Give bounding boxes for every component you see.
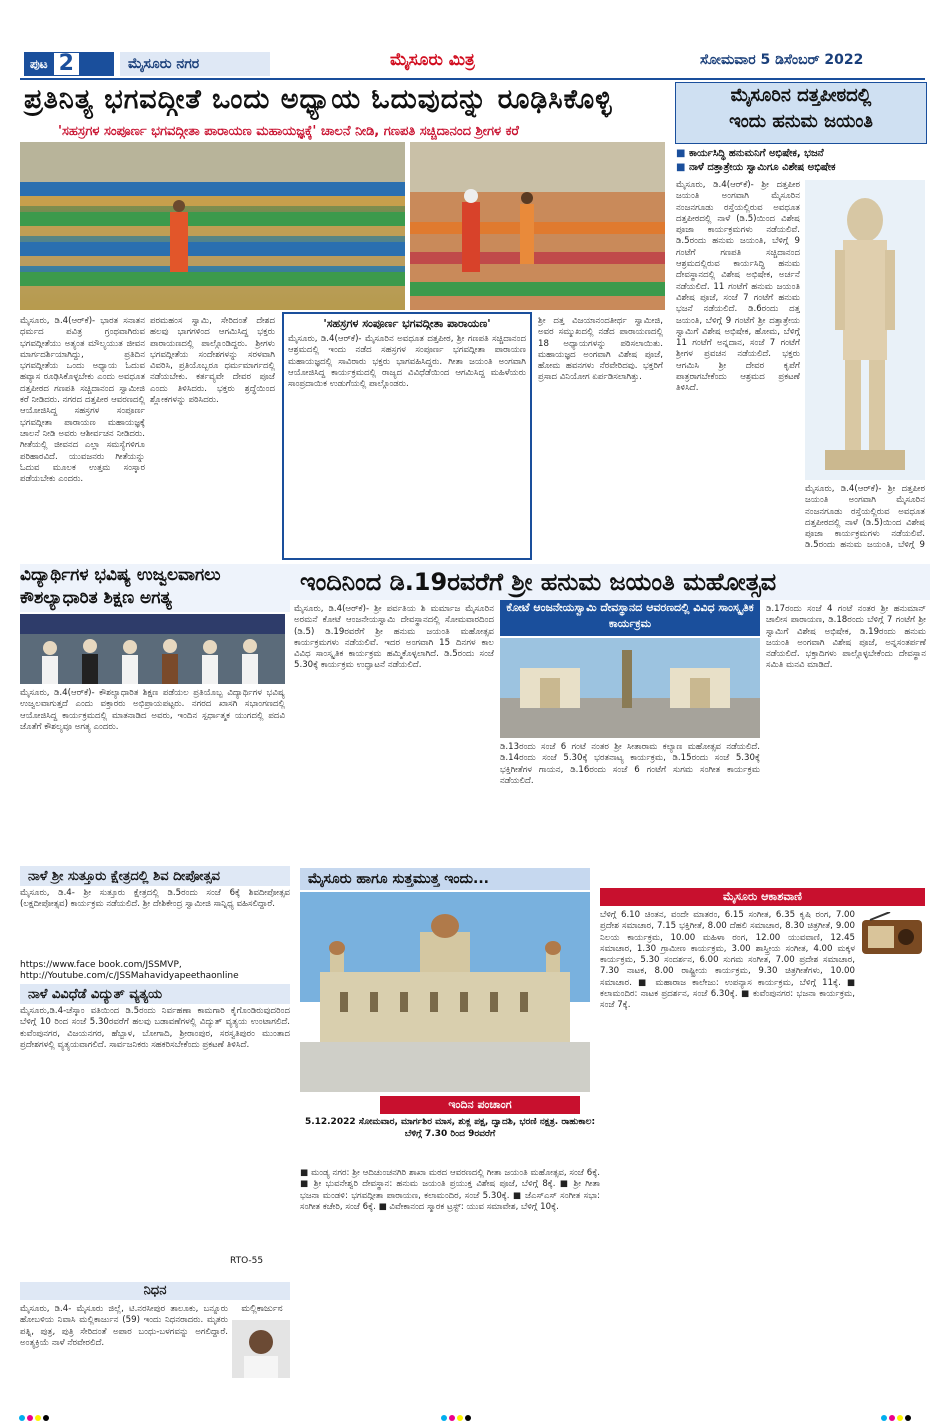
lead-inner-box-title: 'ಸಹಸ್ರಗಳ ಸಂಪೂರ್ಣ ಭಗವದ್ಗೀತಾ ಪಾರಾಯಣ' xyxy=(323,317,491,330)
obituary-section-title: ನಿಧನ xyxy=(20,1282,290,1300)
lead-body-col2: ಪರಮಹಂಸ ಸ್ವಾಮಿ, ಸೇರಿದಂತೆ ದೇಶದ ಹಲವು ಭಾಗಗಳಿಂದ ಆಗಮಿಸಿದ್ದ ಭಕ್ತರು ಪಾರಾಯಣದಲ್ಲಿ ಪಾಲ್ಗೊಂಡಿದ್ದರು. ಶ್ರೀಗಳು ಭಗವದ್ಗೀತೆಯ ಸಂದೇಶಗಳನ್ನು ಸರಳವಾಗಿ ವಿವರಿಸಿ, ಪ್ರತಿಯೊಬ್ಬರೂ ಧರ್ಮಮಾರ್ಗದಲ್ಲಿ ನಡೆಯಬೇಕು. ಕರ್ತವ್ಯವೇ ದೇವರ ಪೂಜೆ ಎಂದು ತಿಳಿಸಿದರು. ಭಕ್ತರು ಶ್ರದ್ಧೆಯಿಂದ ಶ್ಲೋಕಗಳನ್ನು ಪಠಿಸಿದರು. xyxy=(150,316,275,406)
radio-icon xyxy=(860,912,924,956)
power-rto: RTO-55 xyxy=(230,1256,264,1266)
obituary-name: ಮಲ್ಲಿಕಾರ್ಜುನ xyxy=(241,1304,283,1314)
lead-inner-box xyxy=(282,312,532,560)
page-label: ಪುಟ xyxy=(30,56,48,71)
akasha-body: ಬೆಳಿಗ್ಗೆ 6.10 ಚಿಂತನ, ವಂದೇ ಮಾತರಂ, 6.15 ಸಂಗೀತ, 6.35 ಕೃಷಿ ರಂಗ, 7.00 ಪ್ರದೇಶ ಸಮಾಚಾರ, 7.15 ಭಕ್ತಿಗೀತೆ, 8.00 ದೆಹಲಿ ಸಮಾಚಾರ, 8.30 ಚಿತ್ರಗೀತೆ, 9.00 ನಿಲಯ ಕಾರ್ಯಕ್ರಮ, 10.00 ಮಹಿಳಾ ರಂಗ, 12.00 ಯುವವಾಣಿ, 12.45 ಸಮಾಚಾರ, 1.30 ಗ್ರಾಮೀಣ ಕಾರ್ಯಕ್ರಮ, 3.00 ಶಾಸ್ತ್ರೀಯ ಸಂಗೀತ, 4.00 ಮಕ್ಕಳ ಕಾರ್ಯಕ್ರಮ, 5.30 ಸಂದರ್ಶನ, 6.00 ಸುಗಮ ಸಂಗೀತ, 7.00 ಪ್ರದೇಶ ಸಮಾಚಾರ, 7.30 ನಾಟಕ, 8.00 ರಾಷ್ಟ್ರೀಯ ಕಾರ್ಯಕ್ರಮ, 9.30 ಚಿತ್ರಗೀತೆಗಳು, 10.00 ಸಮಾಚಾರ. ■ ಮಹಾರಾಜ ಕಾಲೇಜು: ಉಪನ್ಯಾಸ ಕಾರ್ಯಕ್ರಮ, ಬೆಳಿಗ್ಗೆ 11ಕ್ಕೆ. ■ ಕಲಾಮಂದಿರ: ನಾಟಕ ಪ್ರದರ್ಶನ, ಸಂಜೆ 6.30ಕ್ಕೆ. ■ ಕುವೆಂಪುನಗರ: ಭಜನಾ ಕಾರ್ಯಕ್ರಮ, ಸಂಜೆ 7ಕ್ಕೆ. xyxy=(600,910,855,1011)
jayanti-body-left: ಮೈಸೂರು, ಡಿ.4(ಆರ್‌ಕೆ)- ಶ್ರೀ ಪರ್ವತಿಯ ಶಿ ಮರ್ಮಾಜ ಮೈಸೂರಿನ ಅರಮನೆ ಕೋಟೆ ಆಂಜನೇಯಸ್ವಾಮಿ ದೇವಸ್ಥಾನದಲ್ಲಿ ಸೋಮವಾರದಿಂದ (ಡಿ.5) ಡಿ.19ರವರೆಗೆ ಶ್ರೀ ಹನುಮ ಜಯಂತಿ ಮಹೋತ್ಸವ ಕಾರ್ಯಕ್ರಮಗಳು ನಡೆಯಲಿವೆ. ಇದರ ಅಂಗವಾಗಿ 15 ದಿನಗಳ ಕಾಲ ವಿವಿಧ ಸಾಂಸ್ಕೃತಿಕ ಕಾರ್ಯಕ್ರಮ ಹಮ್ಮಿಕೊಳ್ಳಲಾಗಿದೆ. ಡಿ.5ರಂದು ಸಂಜೆ 5.30ಕ್ಕೆ ಕಾರ್ಯಕ್ರಮ ಉದ್ಘಾಟನೆ ನಡೆಯಲಿದೆ. xyxy=(294,604,494,671)
education-photo xyxy=(20,614,285,684)
edition-date: ಸೋಮವಾರ 5 ಡಿಸೆಂಬರ್ 2022 xyxy=(700,52,864,68)
lead-body-col4: ಶ್ರೀ ದತ್ತ ವಿಜಯಾನಂದತೀರ್ಥ ಸ್ವಾಮೀಜಿ, ಅವರ ಸಮ್ಮುಖದಲ್ಲಿ ನಡೆದ ಪಾರಾಯಣದಲ್ಲಿ 18 ಅಧ್ಯಾಯಗಳನ್ನು ಪಠಿಸಲಾಯಿತು. ಮಹಾಯಜ್ಞದ ಅಂಗವಾಗಿ ವಿಶೇಷ ಪೂಜೆ, ಹೋಮ ಹವನಗಳು ನೆರವೇರಿದವು. ಭಕ್ತರಿಗೆ ಪ್ರಸಾದ ವಿನಿಯೋಗ ಏರ್ಪಡಿಸಲಾಗಿತ್ತು. xyxy=(538,316,663,383)
registration-marks xyxy=(0,1404,945,1418)
education-body: ಮೈಸೂರು, ಡಿ.4(ಆರ್‌ಕೆ)- ಕೌಶಲ್ಯಾಧಾರಿತ ಶಿಕ್ಷಣ ಪಡೆಯಲ ಪ್ರತಿಯೊಬ್ಬ ವಿದ್ಯಾರ್ಥಿಗಳ ಭವಿಷ್ಯ ಉಜ್ವಲವಾಗುತ್ತದೆ ಎಂದು ವಕ್ತಾರರು ಅಭಿಪ್ರಾಯಪಟ್ಟರು. ನಗರದ ಖಾಸಗಿ ಸಭಾಂಗಣದಲ್ಲಿ ಆಯೋಜಿಸಿದ್ದ ಕಾರ್ಯಕ್ರಮದಲ್ಲಿ ಮಾತನಾಡಿದ ಅವರು, ಇಂದಿನ ಸ್ಪರ್ಧಾತ್ಮಕ ಯುಗದಲ್ಲಿ ಪದವಿ ಜೊತೆಗೆ ಕೌಶಲ್ಯವೂ ಅಗತ್ಯ ಎಂದರು. xyxy=(20,688,285,732)
lead-headline: ಪ್ರತಿನಿತ್ಯ ಭಗವದ್ಗೀತೆ ಒಂದು ಅಧ್ಯಾಯ ಓದುವುದನ್ನು ರೂಢಿಸಿಕೊಳ್ಳಿ xyxy=(24,84,613,115)
lead-photo-right xyxy=(410,142,665,310)
shivadeepotsava-headline: ನಾಳೆ ಶ್ರೀ ಸುತ್ತೂರು ಕ್ಷೇತ್ರದಲ್ಲಿ ಶಿವ ದೀಪೋತ್ಸವ xyxy=(20,866,290,886)
shivadeepotsava-body: ಮೈಸೂರು, ಡಿ.4- ಶ್ರೀ ಸುತ್ತೂರು ಕ್ಷೇತ್ರದಲ್ಲಿ ಡಿ.5ರಂದು ಸಂಜೆ 6ಕ್ಕೆ ಶಿವದೀಪೋತ್ಸವ (ಲಕ್ಷದೀಪೋತ್ಸವ) ಕಾರ್ಯಕ್ರಮ ನಡೆಯಲಿದೆ. ಶ್ರೀ ದೇಶಿಕೇಂದ್ರ ಸ್ವಾಮೀಜಿ ಸಾನ್ನಿಧ್ಯ ವಹಿಸಲಿದ್ದಾರೆ. xyxy=(20,888,290,910)
obituary-body: ಮೈಸೂರು, ಡಿ.4- ಮೈಸೂರು ಜಿಲ್ಲೆ, ಟಿ.ನರಸೀಪುರ ತಾಲೂಕು, ಬನ್ನೂರು ಹೋಬಳಿಯ ನಿವಾಸಿ ಮಲ್ಲಿಕಾರ್ಜುನ (59) ಇಂದು ನಿಧನರಾದರು. ಮೃತರು ಪತ್ನಿ, ಪುತ್ರ, ಪುತ್ರಿ ಸೇರಿದಂತೆ ಅಪಾರ ಬಂಧು-ಬಳಗವನ್ನು ಅಗಲಿದ್ದಾರೆ. ಅಂತ್ಯಕ್ರಿಯೆ ನಾಳೆ ನೆರವೇರಲಿದೆ. xyxy=(20,1304,228,1348)
registration-dots-center xyxy=(440,1406,472,1425)
page-number-badge xyxy=(24,52,114,76)
shivadeepotsava-link[interactable]: https://www.face book.com/JSSMVP, http://Youtube.com/c/JSSMahavidyapeethaonline xyxy=(20,960,239,981)
section-title: ಮೈಸೂರು ನಗರ xyxy=(120,52,270,76)
panchanga-text: 5.12.2022 ಸೋಮವಾರ, ಮಾರ್ಗಶಿರ ಮಾಸ, ಶುಕ್ಲ ಪಕ್ಷ, ದ್ವಾದಶಿ, ಭರಣಿ ನಕ್ಷತ್ರ. ರಾಹುಕಾಲ: ಬೆಳಿಗ್ಗೆ 7.30 ರಿಂದ 9ರವರೆಗೆ xyxy=(304,1117,596,1139)
hanuma-bullet-2-text: ನಾಳೆ ದತ್ತಾತ್ರೇಯ ಸ್ವಾಮಿಗೂ ವಿಶೇಷ ಅಭಿಷೇಕ xyxy=(688,162,836,173)
palace-photo xyxy=(300,892,590,1092)
hanuma-bullet-2 xyxy=(676,162,926,173)
lead-subhead: 'ಸಹಸ್ರಗಳ ಸಂಪೂರ್ಣ ಭಗವದ್ಗೀತಾ ಪಾರಾಯಣ ಮಹಾಯಜ್ಞಕ್ಕೆ' ಚಾಲನೆ ನೀಡಿ, ಗಣಪತಿ ಸಚ್ಚಿದಾನಂದ ಶ್ರೀಗಳ ಕರೆ xyxy=(58,124,519,139)
header-rule xyxy=(20,78,925,80)
education-headline: ವಿದ್ಯಾರ್ಥಿಗಳ ಭವಿಷ್ಯ ಉಜ್ವಲವಾಗಲು ಕೌಶಲ್ಯಾಧಾರಿತ ಶಿಕ್ಷಣ ಅಗತ್ಯ xyxy=(20,564,290,612)
registration-dots-left xyxy=(18,1406,50,1425)
masthead: ಮೈಸೂರು ಮಿತ್ರ xyxy=(390,50,475,70)
page-number: 2 xyxy=(54,53,79,75)
jayanti-body-mid: ಡಿ.13ರಂದು ಸಂಜೆ 6 ಗಂಟೆ ನಂತರ ಶ್ರೀ ಸೀತಾರಾಮ ಕಲ್ಯಾಣ ಮಹೋತ್ಸವ ನಡೆಯಲಿದೆ. ಡಿ.14ರಂದು ಸಂಜೆ 5.30ಕ್ಕೆ ಭರತನಾಟ್ಯ ಕಾರ್ಯಕ್ರಮ, ಡಿ.15ರಂದು ಸಂಜೆ 5.30ಕ್ಕೆ ಭಕ್ತಿಗೀತೆಗಳ ಗಾಯನ, ಡಿ.16ರಂದು ಸಂಜೆ 6 ಗಂಟೆಗೆ ಸುಗಮ ಸಂಗೀತ ಕಾರ್ಯಕ್ರಮ ನಡೆಯಲಿದೆ. xyxy=(500,742,760,786)
bullet-icon: ■ xyxy=(676,162,686,173)
obituary-photo xyxy=(232,1320,290,1378)
hanuma-statue-image xyxy=(805,180,925,480)
power-body: ಮೈಸೂರು,ಡಿ.4-ಚೆಸ್ಕಾಂ ವತಿಯಿಂದ ಡಿ.5ರಂದು ನಿರ್ವಹಣಾ ಕಾಮಗಾರಿ ಕೈಗೊಂಡಿರುವುದರಿಂದ ಬೆಳಿಗ್ಗೆ 10 ರಿಂದ ಸಂಜೆ 5.30ರವರೆಗೆ ಹಲವು ಬಡಾವಣೆಗಳಲ್ಲಿ ವಿದ್ಯುತ್ ವ್ಯತ್ಯಯ ಉಂಟಾಗಲಿದೆ. ಕುವೆಂಪುನಗರ, ವಿಜಯನಗರ, ಹೆಬ್ಬಾಳ, ಬೋಗಾದಿ, ಶ್ರೀರಾಂಪುರ, ಸರಸ್ವತಿಪುರಂ ಮುಂತಾದ ಪ್ರದೇಶಗಳಲ್ಲಿ ವ್ಯತ್ಯಯವಾಗಲಿದೆ. ಸಾರ್ವಜನಿಕರು ಸಹಕರಿಸಬೇಕೆಂದು ಪ್ರಕಟಣೆ ತಿಳಿಸಿದೆ. xyxy=(20,1006,290,1050)
hanuma-body: ಮೈಸೂರು, ಡಿ.4(ಆರ್‌ಕೆ)- ಶ್ರೀ ದತ್ತಪೀಠ ಜಯಂತಿ ಅಂಗವಾಗಿ ಮೈಸೂರಿನ ನಂಜನಗೂಡು ರಸ್ತೆಯಲ್ಲಿರುವ ಅವಧೂತ ದತ್ತಪೀಠದಲ್ಲಿ ನಾಳೆ (ಡಿ.5)ಯಿಂದ ವಿಶೇಷ ಪೂಜಾ ಕಾರ್ಯಕ್ರಮಗಳು ನಡೆಯಲಿವೆ. ಡಿ.5ರಂದು ಹನುಮ ಜಯಂತಿ, ಬೆಳಿಗ್ಗೆ 9 ಗಂಟೆಗೆ ಗಣಪತಿ ಸಚ್ಚಿದಾನಂದ ಆಶ್ರಮದಲ್ಲಿರುವ ಕಾರ್ಯಸಿದ್ಧಿ ಹನುಮ ದೇವಸ್ಥಾನದಲ್ಲಿ ವಿಶೇಷ ಅಭಿಷೇಕ, ಅರ್ಚನೆ ನಡೆಯಲಿದೆ. 11 ಗಂಟೆಗೆ ಹನುಮ ಜಯಂತಿ ವಿಶೇಷ ಪೂಜೆ, ಸಂಜೆ 7 ಗಂಟೆಗೆ ಹನುಮ ಭಜನೆ ನಡೆಯಲಿದೆ. ಡಿ.6ರಂದು ದತ್ತ ಜಯಂತಿ, ಬೆಳಿಗ್ಗೆ 9 ಗಂಟೆಗೆ ಶ್ರೀ ದತ್ತಾತ್ರೇಯ ಸ್ವಾಮಿಗೆ ವಿಶೇಷ ಅಭಿಷೇಕ, ಹೋಮ, ಬೆಳಿಗ್ಗೆ 11 ಗಂಟೆಗೆ ಅನ್ನದಾನ, ಸಂಜೆ 7 ಗಂಟೆಗೆ ಶ್ರೀಗಳ ಪ್ರವಚನ ನಡೆಯಲಿದೆ. ಭಕ್ತರು ಆಗಮಿಸಿ ಶ್ರೀ ದೇವರ ಕೃಪೆಗೆ ಪಾತ್ರರಾಗಬೇಕೆಂದು ಆಶ್ರಮದ ಪ್ರಕಟಣೆ ತಿಳಿಸಿದೆ. xyxy=(676,180,800,394)
registration-dots-right xyxy=(880,1406,912,1425)
jayanti-subhead-box: ಕೋಟೆ ಆಂಜನೇಯಸ್ವಾಮಿ ದೇವಸ್ಥಾನದ ಆವರಣದಲ್ಲಿ ವಿವಿಧ ಸಾಂಸ್ಕೃತಿಕ ಕಾರ್ಯಕ್ರಮ xyxy=(500,600,760,636)
jayanti-headline: ಇಂದಿನಿಂದ ಡಿ.19ರವರೆಗೆ ಶ್ರೀ ಹನುಮ ಜಯಂತಿ ಮಹೋತ್ಸವ xyxy=(290,564,930,600)
lead-body-col1: ಮೈಸೂರು, ಡಿ.4(ಆರ್‌ಕೆ)- ಭಾರತ ಸನಾತನ ಧರ್ಮದ ಪವಿತ್ರ ಗ್ರಂಥವಾಗಿರುವ ಭಗವದ್ಗೀತೆಯು ಅತ್ಯಂತ ಮೌಲ್ಯಯುತ ಜೀವನ ಮಾರ್ಗದರ್ಶಿಯಾಗಿದ್ದು, ಪ್ರತಿದಿನ ಭಗವದ್ಗೀತೆಯ ಒಂದು ಅಧ್ಯಾಯ ಓದುವ ಹವ್ಯಾಸ ರೂಢಿಸಿಕೊಳ್ಳಬೇಕು ಎಂದು ಅವಧೂತ ದತ್ತಪೀಠದ ಗಣಪತಿ ಸಚ್ಚಿದಾನಂದ ಸ್ವಾಮೀಜಿ ಕರೆ ನೀಡಿದರು. ನಗರದ ದತ್ತಪೀಠ ಆವರಣದಲ್ಲಿ ಆಯೋಜಿಸಿದ್ದ ಸಹಸ್ರಗಳ ಸಂಪೂರ್ಣ ಭಗವದ್ಗೀತಾ ಪಾರಾಯಣ ಮಹಾಯಜ್ಞಕ್ಕೆ ಚಾಲನೆ ನೀಡಿ ಅವರು ಆಶೀರ್ವಚನ ನೀಡಿದರು. ಗೀತೆಯಲ್ಲಿ ಜೀವನದ ಎಲ್ಲಾ ಸಮಸ್ಯೆಗಳಿಗೂ ಪರಿಹಾರವಿದೆ. ಯುವಜನರು ಗೀತೆಯನ್ನು ಓದುವ ಮೂಲಕ ಉತ್ತಮ ಸಂಸ್ಕಾರ ಪಡೆಯಬೇಕು ಎಂದರು. xyxy=(20,316,145,485)
power-headline: ನಾಳೆ ವಿವಿಧೆಡೆ ವಿದ್ಯುತ್ ವ್ಯತ್ಯಯ xyxy=(20,984,290,1004)
today-events: ■ ಮಂಡ್ಯ ನಗರ: ಶ್ರೀ ಆದಿಚುಂಚನಗಿರಿ ಶಾಖಾ ಮಠದ ಆವರಣದಲ್ಲಿ ಗೀತಾ ಜಯಂತಿ ಮಹೋತ್ಸವ, ಸಂಜೆ 6ಕ್ಕೆ. ■ ಶ್ರೀ ಭುವನೇಶ್ವರಿ ದೇವಸ್ಥಾನ: ಹನುಮ ಜಯಂತಿ ಪ್ರಯುಕ್ತ ವಿಶೇಷ ಪೂಜೆ, ಬೆಳಿಗ್ಗೆ 8ಕ್ಕೆ. ■ ಶ್ರೀ ಗೀತಾ ಭಜನಾ ಮಂಡಳಿ: ಭಗವದ್ಗೀತಾ ಪಾರಾಯಣ, ಕಲಾಮಂದಿರ, ಸಂಜೆ 5.30ಕ್ಕೆ. ■ ಜೆಎಸ್‌ಎಸ್ ಸಂಗೀತ ಸಭಾ: ಸಂಗೀತ ಕಚೇರಿ, ಸಂಜೆ 6ಕ್ಕೆ. ■ ವಿವೇಕಾನಂದ ಸ್ಮಾರಕ ಟ್ರಸ್ಟ್: ಯುವ ಸಮಾವೇಶ, ಬೆಳಿಗ್ಗೆ 10ಕ್ಕೆ. xyxy=(300,1168,600,1212)
hanuma-body-continued: ಮೈಸೂರು, ಡಿ.4(ಆರ್‌ಕೆ)- ಶ್ರೀ ದತ್ತಪೀಠ ಜಯಂತಿ ಅಂಗವಾಗಿ ಮೈಸೂರಿನ ನಂಜನಗೂಡು ರಸ್ತೆಯಲ್ಲಿರುವ ಅವಧೂತ ದತ್ತಪೀಠದಲ್ಲಿ ನಾಳೆ (ಡಿ.5)ಯಿಂದ ವಿಶೇಷ ಪೂಜಾ ಕಾರ್ಯಕ್ರಮಗಳು ನಡೆಯಲಿವೆ. ಡಿ.5ರಂದು ಹನುಮ ಜಯಂತಿ, ಬೆಳಿಗ್ಗೆ 9 xyxy=(805,484,925,550)
panchanga-title: ಇಂದಿನ ಪಂಚಾಂಗ xyxy=(380,1096,580,1114)
jayanti-photo xyxy=(500,638,760,738)
today-band: ಮೈಸೂರು ಹಾಗೂ ಸುತ್ತಮುತ್ತ ಇಂದು... xyxy=(300,868,590,890)
hanuma-headline-box xyxy=(675,82,927,144)
hanuma-bullet-1 xyxy=(676,148,926,159)
hanuma-headline-line2: ಇಂದು ಹನುಮ ಜಯಂತಿ xyxy=(729,111,873,132)
lead-photo-left xyxy=(20,142,405,310)
hanuma-headline-line1: ಮೈಸೂರಿನ ದತ್ತಪೀಠದಲ್ಲಿ xyxy=(730,85,872,106)
bullet-icon: ■ xyxy=(676,148,686,159)
hanuma-bullet-1-text: ಕಾರ್ಯಸಿದ್ಧಿ ಹನುಮನಿಗೆ ಅಭಿಷೇಕ, ಭಜನೆ xyxy=(688,148,824,159)
lead-inner-box-body: ಮೈಸೂರು, ಡಿ.4(ಆರ್‌ಕೆ)- ಮೈಸೂರಿನ ಅವಧೂತ ದತ್ತಪೀಠ, ಶ್ರೀ ಗಣಪತಿ ಸಚ್ಚಿದಾನಂದ ಆಶ್ರಮದಲ್ಲಿ ಇಂದು ನಡೆದ ಸಹಸ್ರಗಳ ಸಂಪೂರ್ಣ ಭಗವದ್ಗೀತಾ ಪಾರಾಯಣ ಮಹಾಯಜ್ಞದಲ್ಲಿ ಸಾವಿರಾರು ಭಕ್ತರು ಭಾಗವಹಿಸಿದ್ದರು. ಗೀತಾ ಜಯಂತಿ ಅಂಗವಾಗಿ ಆಯೋಜಿಸಿದ್ದ ಕಾರ್ಯಕ್ರಮದಲ್ಲಿ ರಾಜ್ಯದ ವಿವಿಧೆಡೆಯಿಂದ ಆಗಮಿಸಿದ್ದ ಮಹಿಳೆಯರು ಸಾಂಪ್ರದಾಯಿಕ ಉಡುಗೆಯಲ್ಲಿ ಪಾಲ್ಗೊಂಡರು. xyxy=(288,334,526,390)
akasha-title: ಮೈಸೂರು ಆಕಾಶವಾಣಿ xyxy=(600,888,925,906)
jayanti-body-right: ಡಿ.17ರಂದು ಸಂಜೆ 4 ಗಂಟೆ ನಂತರ ಶ್ರೀ ಹನುಮಾನ್ ಚಾಲೀಸ ಪಾರಾಯಣ, ಡಿ.18ರಂದು ಬೆಳಿಗ್ಗೆ 7 ಗಂಟೆಗೆ ಶ್ರೀ ಸ್ವಾಮಿಗೆ ವಿಶೇಷ ಅಭಿಷೇಕ, ಡಿ.19ರಂದು ಹನುಮ ಜಯಂತಿ ಅಂಗವಾಗಿ ವಿಶೇಷ ಪೂಜೆ, ಅನ್ನಸಂತರ್ಪಣೆ ನಡೆಯಲಿದೆ. ಭಕ್ತಾದಿಗಳು ಪಾಲ್ಗೊಳ್ಳಬೇಕೆಂದು ದೇವಸ್ಥಾನ ಸಮಿತಿ ಮನವಿ ಮಾಡಿದೆ. xyxy=(766,604,926,671)
